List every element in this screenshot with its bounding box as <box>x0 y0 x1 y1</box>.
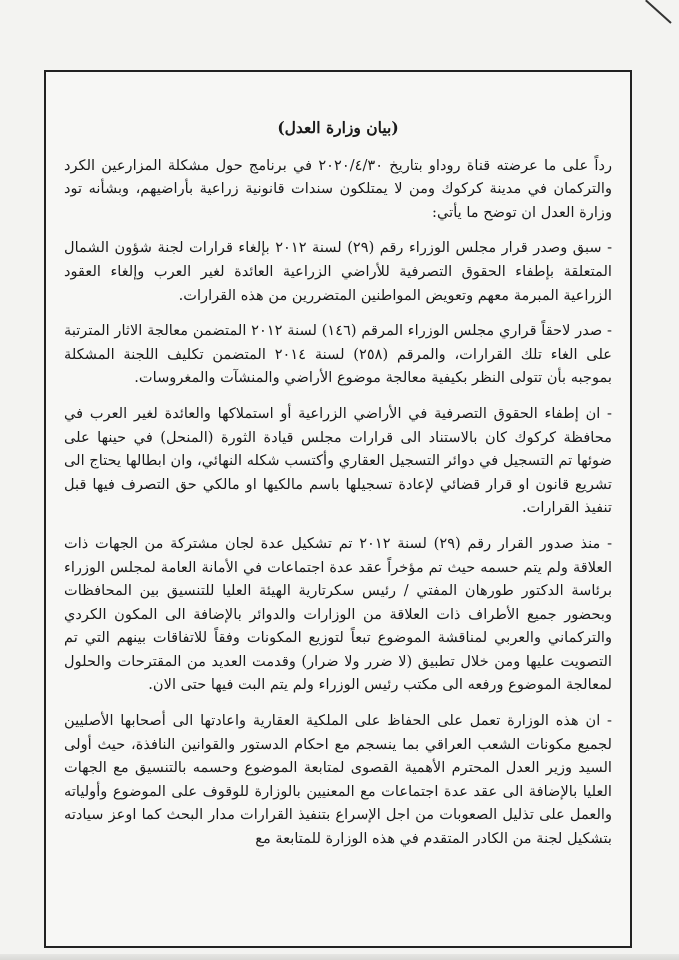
page-bottom-edge <box>0 954 679 960</box>
intro-paragraph: رداً على ما عرضته قناة روداو بتاريخ ٢٠٢٠/٤/٣٠ في برنامج حول مشكلة المزارعين الكرد والتركمان في مدينة كركوك ومن لا يمتلكون سندات قانونية زراعية بأراضيهم، وبشأنه تود وزارة العدل ان توضح ما يأتي: <box>64 156 612 221</box>
document-body <box>64 116 612 863</box>
paragraph-3: - ان إطفاء الحقوق التصرفية في الأراضي الزراعية أو استملاكها والعائدة لغير العرب في محافظة كركوك كان بالاستناد الى قرارات مجلس قيادة الثورة (المنحل) في حينها على ضوئها تم التسجيل في دوائر التسجيل العقاري وأكتسب شكله النهائي، وان ابطالها يحتاج الى تشريع قانون او قرار قضائي لإعادة تسجيلها باسم مالكيها او مالكي حق التصرف فيها قبل تنفيذ القرارات. <box>64 404 612 517</box>
document-border <box>44 70 632 948</box>
document-title: (بيان وزارة العدل) <box>277 118 399 137</box>
scan-mark <box>645 0 672 24</box>
paragraph-4: - منذ صدور القرار رقم (٢٩) لسنة ٢٠١٢ تم تشكيل عدة لجان مشتركة من الجهات ذات العلاقة ولم يتم حسمه حيث تم مؤخراً عقد عدة اجتماعات في الأمانة العامة لمجلس الوزراء برئاسة الدكتور طورهان المفتي / رئيس سكرتارية الهيئة العليا للتنسيق بين المحافظات وبحضور جميع الأطراف ذات العلاقة من الوزارات والدوائر بالإضافة الى المكون الكردي والتركماني والعربي لمناقشة الموضوع تبعاً لتوزيع المكونات وفقاً للاتفاقات بينهم التي تم التصويت عليها ومن خلال تطبيق (لا ضرر ولا ضرار) وقدمت العديد من المقترحات والحلول لمعالجة الموضوع ورفعه الى مكتب رئيس الوزراء ولم يتم البت فيها حتى الان. <box>64 534 613 694</box>
paragraph-2: - صدر لاحقاً قراري مجلس الوزراء المرقم (١٤٦) لسنة ٢٠١٢ المتضمن معالجة الاثار المترتبة على الغاء تلك القرارات، والمرقم (٢٥٨) لسنة ٢٠١٤ المتضمن تكليف اللجنة المشكلة بموجبه بأن تتولى النظر بكيفية معالجة موضوع الأراضي والمنشآت والمغروسات. <box>64 322 613 387</box>
paragraph-5: - ان هذه الوزارة تعمل على الحفاظ على الملكية العقارية واعادتها الى أصحابها الأصليين لجميع مكونات الشعب العراقي بما ينسجم مع احكام الدستور والقوانين النافذة، حيث أولى السيد وزير العدل المحترم الأهمية القصوى لمتابعة الموضوع وحسمه بالتنسيق مع الجهات العليا بالإضافة الى عقد عدة اجتماعات مع المعنيين بالوزارة للوقوف على الموضوع وأولياته والعمل على تذليل الصعوبات من اجل الإسراع بتنفيذ القرارات مدار البحث كما اوعز سيادته بتشكيل لجنة من الكادر المتقدم في هذه الوزارة للمتابعة مع <box>64 712 612 848</box>
paragraph-1: - سبق وصدر قرار مجلس الوزراء رقم (٢٩) لسنة ٢٠١٢ بإلغاء قرارات لجنة شؤون الشمال المتعلقة بإطفاء الحقوق التصرفية للأراضي الزراعية العائدة لغير العرب وإلغاء العقود الزراعية المبرمة معهم وتعويض المواطنين المتضررين من هذه القرارات. <box>64 239 613 304</box>
